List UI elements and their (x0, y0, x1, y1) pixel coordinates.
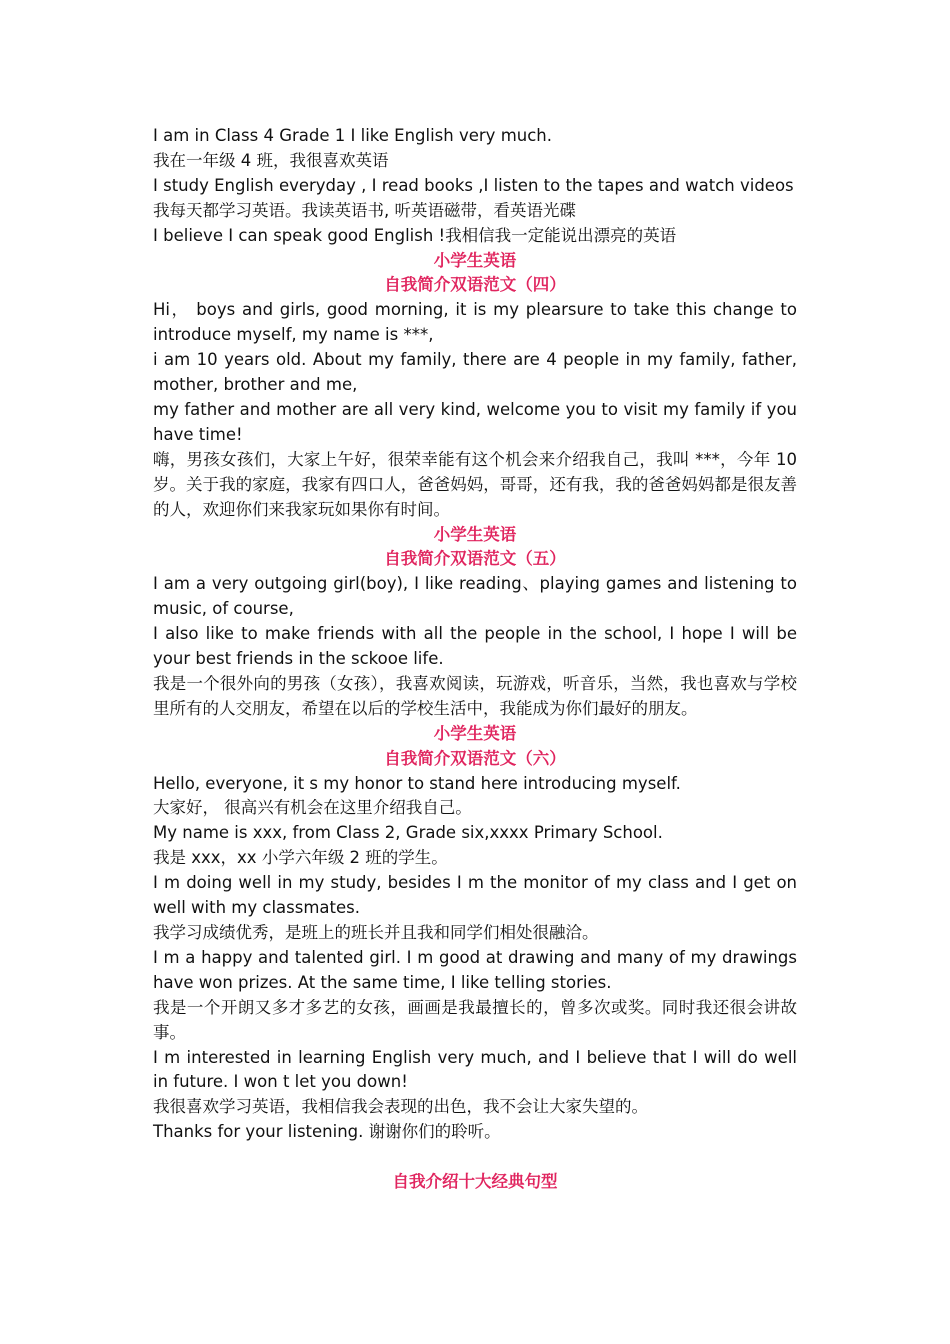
paragraph-line: i am 10 years old. About my family, there are 4 people in my family, father, mother, brother and me, (153, 350, 797, 395)
paragraph-line: I m interested in learning English very much, and I believe that I will do well in future. I won t let you down! (153, 1047, 797, 1092)
section-title-heading: 自我简介双语范文（六） (384, 748, 566, 768)
paragraph-line: I also like to make friends with all the people in the school, I hope I will be your best friends in the sckooe life. (153, 624, 797, 669)
section-title-heading: 自我简介双语范文（五） (384, 549, 566, 569)
intro-block (153, 124, 797, 249)
paragraph-line: Hi， boys and girls, good morning, it is my plearsure to take this change to introduce myself, my name is ***, (153, 300, 797, 345)
paragraph-line: my father and mother are all very kind, welcome you to visit my family if you have time! (153, 399, 797, 444)
paragraph-line: 我是一个开朗又多才多艺的女孩，画画是我最擅长的，曾多次或奖。同时我还很会讲故事。 (153, 997, 797, 1042)
section-category-heading: 小学生英语 (433, 723, 517, 743)
paragraph-line: My name is xxx, from Class 2, Grade six,xxxx Primary School. (153, 823, 663, 843)
paragraph-line: I am a very outgoing girl(boy), I like reading、playing games and listening to music, of course, (153, 574, 797, 619)
paragraph-line: 我很喜欢学习英语，我相信我会表现的出色，我不会让大家失望的。 (153, 1097, 648, 1117)
section-category-heading: 小学生英语 (433, 250, 517, 270)
section-title-heading: 自我简介双语范文（四） (384, 275, 566, 295)
section-six (153, 722, 797, 1145)
section-five (153, 523, 797, 722)
paragraph-line: 我学习成绩优秀，是班上的班长并且我和同学们相处很融洽。 (153, 923, 599, 942)
paragraph-line: 我是 xxx，xx 小学六年级 2 班的学生。 (153, 848, 448, 868)
paragraph-line: Thanks for your listening. 谢谢你们的聆听。 (153, 1122, 501, 1142)
paragraph-line: I m a happy and talented girl. I m good at drawing and many of my drawings have won prizes. At the same time, I like telling stories. (153, 947, 797, 992)
paragraph-line: 嗨，男孩女孩们，大家上午好，很荣幸能有这个机会来介绍我自己，我叫 ***，今年 10 岁。关于我的家庭，我家有四口人，爸爸妈妈，哥哥，还有我，我的爸爸妈妈都是很友善的人，欢迎你们来我家玩如果你有时间。 (153, 449, 797, 519)
document-body (153, 124, 797, 1195)
paragraph-line: I study English everyday , I read books ,I listen to the tapes and watch videos (153, 175, 794, 195)
paragraph-line: I m doing well in my study, besides I m the monitor of my class and I get on well with my classmates. (153, 873, 797, 918)
paragraph-line: Hello, everyone, it s my honor to stand here introducing myself. (153, 773, 681, 793)
paragraph-line: 我是一个很外向的男孩（女孩），我喜欢阅读，玩游戏，听音乐，当然，我也喜欢与学校里所有的人交朋友，希望在以后的学校生活中，我能成为你们最好的朋友。 (153, 673, 797, 718)
paragraph-line: 大家好， 很高兴有机会在这里介绍我自己。 (153, 798, 472, 818)
final-section-heading: 自我介绍十大经典句型 (392, 1172, 558, 1192)
paragraph-line: I believe I can speak good English !我相信我一定能说出漂亮的英语 (153, 225, 677, 245)
section-four (153, 249, 797, 523)
paragraph-line: 我在一年级 4 班，我很喜欢英语 (153, 150, 389, 170)
paragraph-line: I am in Class 4 Grade 1 I like English very much. (153, 126, 552, 145)
paragraph-line: 我每天都学习英语。我读英语书, 听英语磁带，看英语光碟 (153, 200, 576, 220)
section-category-heading: 小学生英语 (433, 524, 517, 544)
